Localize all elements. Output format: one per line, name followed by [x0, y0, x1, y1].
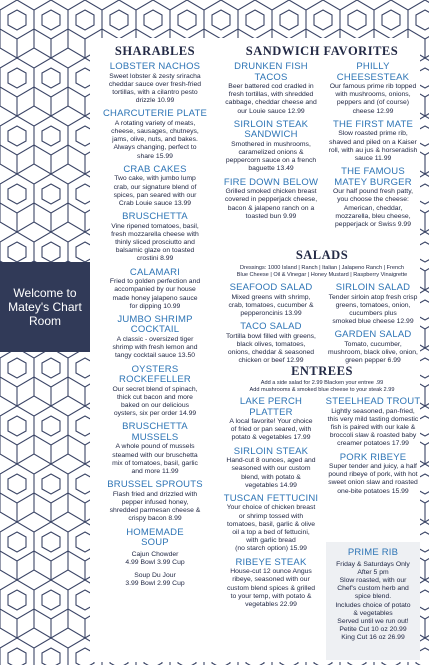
item-title: RIBEYE STEAK — [235, 556, 307, 568]
item-title: BRUSCHETTA — [122, 211, 188, 223]
desc-line: toasted bun 9.99 — [245, 212, 297, 220]
entrees-left-column — [222, 393, 320, 609]
desc-line: greens, tomatoes, onion, — [335, 301, 411, 309]
desc-line: Flash fried and drizzled with — [112, 490, 198, 498]
desc-line: Crab Louie sauce 13.99 — [118, 199, 192, 207]
desc-line: ribeye, seasoned with our — [232, 576, 310, 584]
prime-rib-content — [326, 542, 420, 643]
menu-item — [324, 453, 422, 496]
desc-line: potato & vegetables 17.99 — [231, 434, 311, 442]
desc-line: baguette 13.49 — [248, 165, 294, 173]
item-title: DRUNKEN FISH TACOS — [234, 61, 308, 83]
item-desc — [222, 294, 320, 319]
menu-item — [324, 167, 422, 229]
sandwich-right-column — [324, 58, 422, 229]
desc-line: (no starch option) 15.99 — [235, 545, 307, 553]
desc-line: or shrimp tossed with — [238, 512, 304, 520]
item-title: CRAB CAKES — [123, 163, 187, 175]
desc-line: bacon & jalapeno ranch on a — [227, 204, 315, 212]
item-desc — [326, 561, 420, 643]
desc-line: cucumbers plus — [349, 309, 397, 317]
desc-line: and more 11.99 — [131, 468, 179, 475]
desc-line: drizzle 10.99 — [135, 97, 175, 105]
item-title: HOMEMADE SOUP — [126, 526, 184, 549]
desc-line: Our secret blend of spinach, — [112, 385, 198, 393]
desc-line: Sweet lobster & zesty sriracha — [109, 72, 201, 80]
desc-line: tortillas, with a cilantro pesto — [112, 88, 198, 96]
menu-item — [324, 330, 422, 365]
item-desc — [96, 73, 214, 106]
desc-line: accompanied by our house — [114, 286, 196, 294]
desc-line: shredded parmesan cheese & — [109, 507, 201, 515]
desc-line: mozzarella, bleu cheese, — [335, 212, 411, 220]
item-desc — [222, 83, 320, 116]
desc-line: roll, with au jus & horseradish — [328, 146, 418, 154]
desc-line: crab, tomatoes, cucumber & — [228, 301, 314, 309]
desc-line: cabbage, cheddar cheese and — [225, 99, 317, 107]
item-title: TACO SALAD — [240, 321, 302, 333]
salads-right-column — [324, 279, 422, 365]
desc-line: Smothered in mushrooms, — [231, 140, 311, 148]
sandwich-left-column — [222, 58, 320, 221]
item-title: STEELHEAD TROUT — [325, 396, 421, 407]
item-desc — [96, 491, 214, 524]
item-title: TUSCAN FETTUCINI — [223, 492, 319, 504]
salads-left-column — [222, 279, 320, 365]
desc-line: covered in pepperjack cheese, — [224, 196, 318, 204]
desc-line: Vine ripened tomatoes, basil, — [111, 222, 199, 230]
item-desc — [222, 568, 320, 609]
sharables-column — [96, 58, 214, 588]
item-desc — [96, 443, 214, 476]
desc-line: vegetables 22.99 — [245, 600, 297, 608]
menu-item — [96, 165, 214, 208]
desc-line: for dipping 10.99 — [129, 302, 181, 310]
desc-line: Always changing, perfect to — [113, 144, 197, 152]
desc-line: Hand-cut 8 ounces, aged and — [226, 457, 316, 465]
item-title: CALAMARI — [129, 266, 181, 278]
desc-line: with garlic bread — [246, 537, 296, 545]
desc-line: Chef's custom herb and — [337, 585, 409, 593]
desc-line: fresh tortillas, with shredded — [228, 91, 314, 99]
desc-line: shaved and piled on a Kaiser — [329, 138, 417, 146]
desc-line: baked on our delicious — [120, 401, 189, 409]
menu-item — [222, 62, 320, 116]
desc-line: crispy bacon 8.99 — [128, 515, 182, 523]
desc-line: Slow roasted, with our — [339, 576, 407, 584]
desc-line: King Cut 16 oz 26.99 — [341, 634, 405, 642]
item-title: THE FIRST MATE — [332, 118, 414, 130]
dressing-line: Blue Cheese | Oil & Vinegar | Honey Mustard | Raspberry Vinaigrette — [236, 271, 408, 278]
desc-line: Super tender and juicy, a half — [329, 463, 417, 471]
desc-line: A local favorite! Your choice — [229, 418, 313, 425]
desc-line: Tender sirloin atop fresh crisp — [328, 293, 418, 301]
desc-line: spices, pan seared with our — [113, 191, 197, 199]
menu-item — [96, 422, 214, 476]
menu-item — [222, 178, 320, 221]
desc-line: oysters, six per order 14.99 — [113, 410, 197, 418]
menu-item — [96, 315, 214, 361]
desc-line: tangy cocktail sauce 13.50 — [114, 352, 196, 360]
desc-line: Lightly seasoned, pan-fried, — [331, 407, 415, 415]
item-desc — [222, 457, 320, 490]
desc-line: American, cheddar, — [343, 204, 403, 212]
sharables-heading: SHARABLES — [114, 44, 196, 58]
desc-line: peppercorn sauce on a french — [225, 157, 317, 165]
desc-line: 3.99 Bowl 2.99 Cup — [125, 580, 185, 588]
desc-line: Cajun Chowder — [131, 550, 179, 558]
desc-line: shrimp with fresh lemon and — [112, 344, 198, 352]
menu-item — [96, 109, 214, 161]
menu-item — [222, 322, 320, 365]
item-title: PRIME RIB — [347, 547, 399, 558]
menu-item — [222, 558, 320, 610]
desc-line: Your choice of chicken breast — [226, 504, 316, 512]
item-desc — [96, 386, 214, 419]
entrees-heading: ENTREES — [291, 364, 353, 378]
prime-rib-box — [326, 542, 420, 660]
item-title: LAKE PERCH PLATTER — [239, 396, 303, 418]
desc-line: chicken or beef 12.99 — [238, 357, 304, 365]
desc-line: steamed with our bruschetta — [112, 451, 198, 459]
item-desc — [96, 223, 214, 264]
menu-item — [222, 283, 320, 318]
desc-line: Tomato, cucumber, — [344, 340, 402, 348]
desc-line: A whole pound of mussels — [115, 443, 195, 451]
item-desc — [324, 294, 422, 327]
desc-line: broccoli slaw & roasted baby — [329, 432, 417, 440]
desc-line: our Louie sauce 12.99 — [237, 107, 305, 115]
desc-line: green pepper 6.99 — [345, 357, 401, 365]
dressing-line: Dressings: 1000 Island | Ranch | Italian | Jalapeno Ranch | French — [239, 265, 405, 271]
desc-line: sauce 11.99 — [354, 154, 392, 162]
desc-line: creamer potatoes 17.99 — [337, 440, 409, 448]
desc-line: with mushrooms, onions, — [335, 91, 411, 99]
desc-line: Friday & Saturdays Only — [336, 560, 410, 568]
desc-line: Beer battered cod cradled in — [228, 83, 314, 90]
menu-item — [324, 62, 422, 116]
desc-line: Our half pound fresh patty, — [333, 188, 413, 196]
desc-line: to your temp, with potato & — [230, 592, 312, 600]
desc-line: A classic - oversized tiger — [116, 335, 194, 343]
item-desc — [324, 408, 422, 449]
item-title: LOBSTER NACHOS — [109, 61, 201, 72]
item-desc — [222, 141, 320, 174]
desc-line: mushroom, black olive, onion, — [328, 349, 418, 357]
desc-line: Soup Du Jour — [134, 571, 176, 579]
desc-line: pepperjack or Swiss 9.99 — [335, 220, 411, 228]
desc-line: cheddar sauce over fresh-fried — [108, 80, 202, 88]
entrees-right-column — [324, 393, 422, 496]
desc-line: seasoned with our custom — [231, 465, 311, 473]
desc-line: thick cut bacon and more — [117, 393, 193, 401]
item-desc — [222, 333, 320, 366]
desc-line: Includes choice of potato — [335, 601, 411, 609]
item-title: SIRLOIN STEAK — [233, 445, 309, 457]
desc-line: crostini 8.99 — [136, 255, 174, 263]
menu-item — [96, 212, 214, 264]
desc-line: pepper infused honey, — [121, 498, 189, 506]
item-desc — [324, 83, 422, 116]
item-desc — [222, 504, 320, 553]
menu-item — [222, 397, 320, 443]
desc-line: caramelized onions & — [238, 149, 304, 157]
item-title: CHARCUTERIE PLATE — [102, 108, 208, 120]
desc-line: oil a top a bed of fettucini, — [232, 529, 310, 537]
desc-line: Tortilla bowl filled with greens, — [226, 332, 316, 340]
desc-line: tomatoes, basil, garlic & olive — [226, 520, 316, 528]
desc-line: smoked blue cheese 12.99 — [332, 318, 414, 326]
desc-line: A rotating variety of meats, — [114, 119, 196, 127]
menu-item — [96, 62, 214, 105]
desc-line: you choose the cheese: — [337, 196, 409, 204]
desc-line: made honey jalapeno sauce — [112, 294, 198, 302]
item-title: GARDEN SALAD — [334, 329, 412, 341]
desc-line: Slow roasted prime rib, — [338, 130, 408, 138]
desc-line: 4.99 Bowl 3.99 Cup — [125, 558, 185, 566]
desc-line: Two cake, with jumbo lump — [114, 175, 196, 183]
item-desc — [222, 188, 320, 221]
item-desc — [324, 341, 422, 366]
desc-line: share 15.99 — [137, 152, 173, 160]
item-title: JUMBO SHRIMP COCKTAIL — [117, 313, 193, 336]
item-title: BRUSCHETTA MUSSELS — [122, 421, 188, 443]
item-title: SEAFOOD SALAD — [229, 282, 313, 293]
item-desc — [96, 120, 214, 161]
desc-line: black olives, tomatoes, — [236, 340, 306, 348]
item-title: BRUSSEL SPROUTS — [107, 479, 203, 491]
desc-line: fish is paired with our kale & — [330, 423, 416, 431]
desc-line: crab, our signature blend of — [113, 183, 197, 191]
item-title: FIRE DOWN BELOW — [223, 176, 319, 188]
item-desc — [222, 418, 320, 443]
menu-item — [96, 480, 214, 523]
desc-line: balsamic glaze on toasted — [115, 247, 195, 255]
menu-item — [222, 494, 320, 554]
item-title: THE FAMOUS MATEY BURGER — [334, 166, 412, 188]
item-desc — [96, 278, 214, 311]
desc-line: blend, with potato & — [241, 473, 301, 481]
desc-line: After 5 pm — [357, 568, 389, 576]
menu-item — [222, 120, 320, 174]
item-desc — [96, 336, 214, 361]
salads-heading: SALADS — [295, 248, 349, 262]
item-desc — [324, 188, 422, 229]
desc-line: pepperoncinis 13.99 — [240, 309, 302, 317]
salad-dressings — [222, 265, 422, 279]
desc-line: peppers and (of course) — [336, 99, 410, 107]
menu-item — [96, 365, 214, 419]
menu-item — [222, 447, 320, 490]
desc-line: & vegetables — [353, 609, 393, 617]
desc-line: one-bite potatoes 15.99 — [337, 487, 409, 495]
item-title: SIRLOIN STEAK SANDWICH — [233, 118, 309, 141]
desc-line: Mixed greens with shrimp, — [231, 293, 311, 301]
desc-line: onions, cheddar & seasoned — [227, 349, 315, 357]
desc-line: sweet onion slaw and roasted — [328, 479, 418, 487]
item-desc — [324, 130, 422, 163]
menu-item — [324, 120, 422, 163]
desc-line: this very mild tasting domestic — [327, 415, 419, 423]
welcome-panel — [0, 262, 90, 352]
desc-line: fresh mozzarella cheese with — [111, 230, 199, 238]
desc-line: vegetables 14.99 — [245, 481, 297, 489]
item-title: SIRLOIN SALAD — [335, 282, 411, 293]
item-title: PORK RIBEYE — [339, 451, 407, 463]
note-line: Add mushrooms & smoked blue cheese to your steak 2.99 — [249, 386, 395, 393]
desc-line: custom blend spices & grilled — [226, 584, 316, 592]
desc-line: Served until we run out! — [337, 617, 409, 625]
welcome-text: Welcome to Matey's Chart Room — [8, 286, 82, 328]
desc-line: of fried or pan seared, with — [230, 426, 312, 434]
item-desc — [96, 551, 214, 589]
desc-line: cheese 12.99 — [352, 107, 394, 115]
item-desc — [96, 175, 214, 208]
desc-line: Grilled smoked chicken breast — [225, 188, 317, 196]
entree-notes — [222, 380, 422, 394]
desc-line: Petite Cut 10 oz 20.99 — [339, 626, 407, 634]
menu-item — [96, 268, 214, 311]
desc-line: spice blend. — [354, 593, 392, 601]
desc-line: Our famous prime rib topped — [329, 83, 417, 90]
item-desc — [324, 463, 422, 496]
desc-line: thinly sliced prosciutto and — [115, 239, 195, 247]
menu-item — [96, 528, 214, 589]
desc-line: cheese, sausages, chutneys, — [111, 128, 199, 136]
desc-line: mix of tomatoes, basil, garlic — [112, 459, 198, 467]
desc-line: jams, olive, nuts, and bakes. — [112, 136, 198, 144]
item-title: OYSTERS ROCKEFELLER — [119, 363, 191, 386]
desc-line: pound ribeye of pork, with hot — [328, 471, 418, 479]
desc-line: House-cut 12 ounce Angus — [230, 568, 312, 576]
item-title: PHILLY CHEESESTEAK — [336, 61, 410, 83]
menu-item — [324, 283, 422, 326]
sandwich-favorites-heading: SANDWICH FAVORITES — [245, 44, 399, 58]
menu-item — [324, 397, 422, 449]
desc-line: Fried to golden perfection and — [109, 278, 201, 286]
note-line: Add a side salad for 2.99 Blacken your entree .99 — [260, 380, 384, 386]
